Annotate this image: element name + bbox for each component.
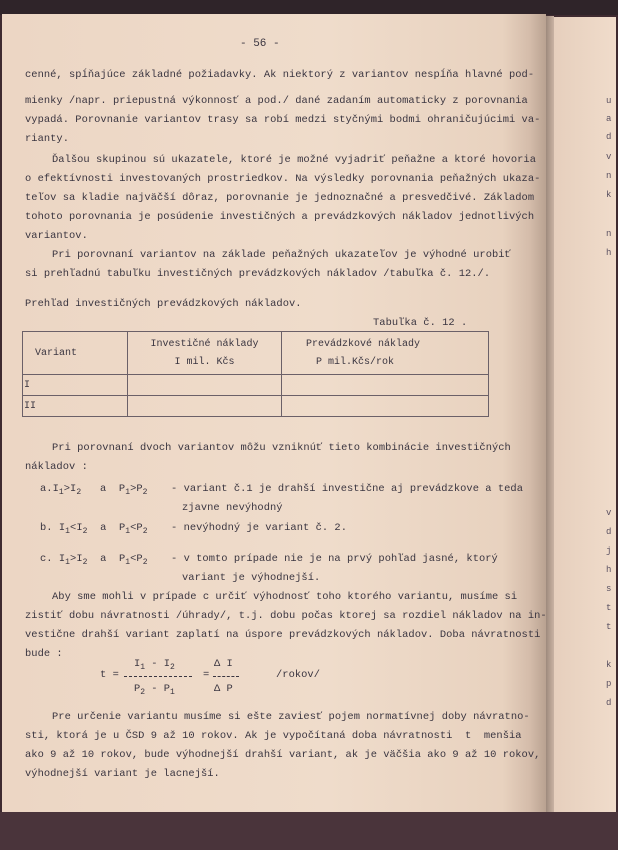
adjacent-letter: p bbox=[606, 679, 612, 689]
case-text: zjavne nevýhodný bbox=[182, 502, 283, 514]
adjacent-letter: t bbox=[606, 622, 612, 632]
formula-delta-denominator: Δ P bbox=[214, 683, 233, 695]
text-line: o efektívnosti investovaných prostriedkov. Na výsledky porovnania peňažných ukaza- bbox=[25, 173, 541, 185]
table-row bbox=[23, 396, 489, 417]
adjacent-letter: u bbox=[606, 96, 612, 106]
adjacent-letter: v bbox=[606, 508, 612, 518]
text-line: nákladov : bbox=[25, 461, 88, 473]
adjacent-letter: d bbox=[606, 527, 612, 537]
text-line: Pri porovnaní variantov na základe peňažných ukazateľov je výhodné urobiť bbox=[52, 249, 511, 261]
formula-unit: /rokov/ bbox=[276, 669, 320, 681]
case-text: - v tomto prípade nie je na prvý pohľad jasné, ktorý bbox=[171, 553, 498, 565]
text-line: variantov. bbox=[25, 230, 88, 242]
formula-delta-numerator: Δ I bbox=[214, 658, 233, 670]
header-operating bbox=[282, 332, 489, 375]
case-text: - nevýhodný je variant č. 2. bbox=[171, 522, 347, 534]
text-line: tohoto porovnania je posúdenie investičných a prevádzkových nákladov jednotlivých bbox=[25, 211, 535, 223]
header-unit: I mil. Kčs bbox=[174, 356, 235, 368]
scanner-frame-top bbox=[0, 0, 618, 15]
text-line: bude : bbox=[25, 648, 63, 660]
fraction-bar bbox=[213, 676, 239, 677]
fraction-bar bbox=[124, 676, 192, 677]
table-cell: II bbox=[23, 396, 128, 417]
book-gutter bbox=[546, 16, 554, 812]
table-caption: Prehľad investičných prevádzkových nákladov. bbox=[25, 298, 302, 310]
text-line: Aby sme mohli v prípade c určiť výhodnosť toho ktorého variantu, musíme si bbox=[52, 591, 518, 603]
text-line: cenné, spĺňajúce základné požiadavky. Ak niektorý z variantov nespĺňa hlavné pod- bbox=[25, 69, 535, 81]
case-condition: c. $I_1>I_2$ a $P_1<P_2$ bbox=[40, 553, 148, 567]
formula-equals: = bbox=[203, 669, 210, 681]
scanner-frame-bottom bbox=[0, 812, 618, 850]
text-line: mienky /napr. priepustná výkonnosť a pod./ dané zadaním automaticky z porovnania bbox=[25, 95, 528, 107]
text-line: rianty. bbox=[25, 133, 69, 145]
text-line: výhodnejší variant je lacnejší. bbox=[25, 768, 220, 780]
table-cell bbox=[128, 375, 282, 396]
adjacent-letter: t bbox=[606, 603, 612, 613]
case-text: - variant č.1 je drahší investične aj prevádzkove a teda bbox=[171, 483, 523, 495]
adjacent-letter: k bbox=[606, 190, 612, 200]
formula-denominator: $P_2 - P_1$ bbox=[134, 683, 175, 697]
text-line: Ďalšou skupinou sú ukazatele, ktoré je možné vyjadriť peňažne a ktoré hovoria bbox=[52, 154, 536, 166]
table-header-row bbox=[23, 332, 489, 375]
adjacent-letter: n bbox=[606, 229, 612, 239]
formula-lhs: t = bbox=[100, 669, 119, 681]
formula-numerator: $I_1 - I_2$ bbox=[134, 658, 175, 672]
adjacent-letter: k bbox=[606, 660, 612, 670]
cost-table bbox=[22, 331, 489, 417]
adjacent-letter: v bbox=[606, 152, 612, 162]
text-line: teľov sa kladie najväčší dôraz, porovnanie je jednoznačné a presvedčivé. Základom bbox=[25, 192, 535, 204]
table-cell: I bbox=[23, 375, 128, 396]
text-line: vestične drahší variant zaplatí na úspore prevádzkových nákladov. Doba návratnosti bbox=[25, 629, 541, 641]
adjacent-letter: s bbox=[606, 584, 612, 594]
adjacent-letter: d bbox=[606, 132, 612, 142]
text-line: sti, ktorá je u ČSD 9 až 10 rokov. Ak je vypočítaná doba návratnosti t menšia bbox=[25, 730, 522, 742]
header-variant bbox=[23, 332, 128, 375]
adjacent-letter: n bbox=[606, 171, 612, 181]
case-text: variant je výhodnejší. bbox=[182, 572, 321, 584]
adjacent-letter: a bbox=[606, 114, 612, 124]
adjacent-letter: h bbox=[606, 248, 612, 258]
table-cell bbox=[282, 396, 489, 417]
header-investment bbox=[128, 332, 282, 375]
text-line: zistiť dobu návratnosti /úhrady/, t.j. dobu počas ktorej sa rozdiel nákladov na in- bbox=[25, 610, 547, 622]
case-condition: $a.I_1>I_2$ a $P_1>P_2$ bbox=[40, 483, 148, 497]
adjacent-letter: d bbox=[606, 698, 612, 708]
text-line: Pre určenie variantu musíme si ešte zaviesť pojem normatívnej doby návratno- bbox=[52, 711, 530, 723]
header-unit: P mil.Kčs/rok bbox=[316, 356, 395, 368]
text-line: vypadá. Porovnanie variantov trasy sa robí medzi styčnými bodmi ohraničujúcimi va- bbox=[25, 114, 541, 126]
case-condition: b. $I_1<I_2$ a $P_1<P_2$ bbox=[40, 522, 148, 536]
text-line: si prehľadnú tabuľku investičných prevádzkových nákladov /tabuľka č. 12./. bbox=[25, 268, 491, 280]
page-number: - 56 - bbox=[240, 38, 280, 50]
header-label: Prevádzkové náklady bbox=[306, 338, 421, 350]
table-cell bbox=[128, 396, 282, 417]
adjacent-letter: h bbox=[606, 565, 612, 575]
adjacent-letter: j bbox=[606, 546, 612, 556]
table-label: Tabuľka č. 12 . bbox=[373, 317, 468, 329]
header-label: Investičné náklady bbox=[150, 338, 259, 350]
table-cell bbox=[282, 375, 489, 396]
text-line: ako 9 až 10 rokov, bude výhodnejší drahší variant, ak je väčšia ako 9 až 10 rokov, bbox=[25, 749, 541, 761]
header-label: Variant bbox=[35, 347, 78, 359]
table-row bbox=[23, 375, 489, 396]
text-line: Pri porovnaní dvoch variantov môžu vzniknúť tieto kombinácie investičných bbox=[52, 442, 511, 454]
